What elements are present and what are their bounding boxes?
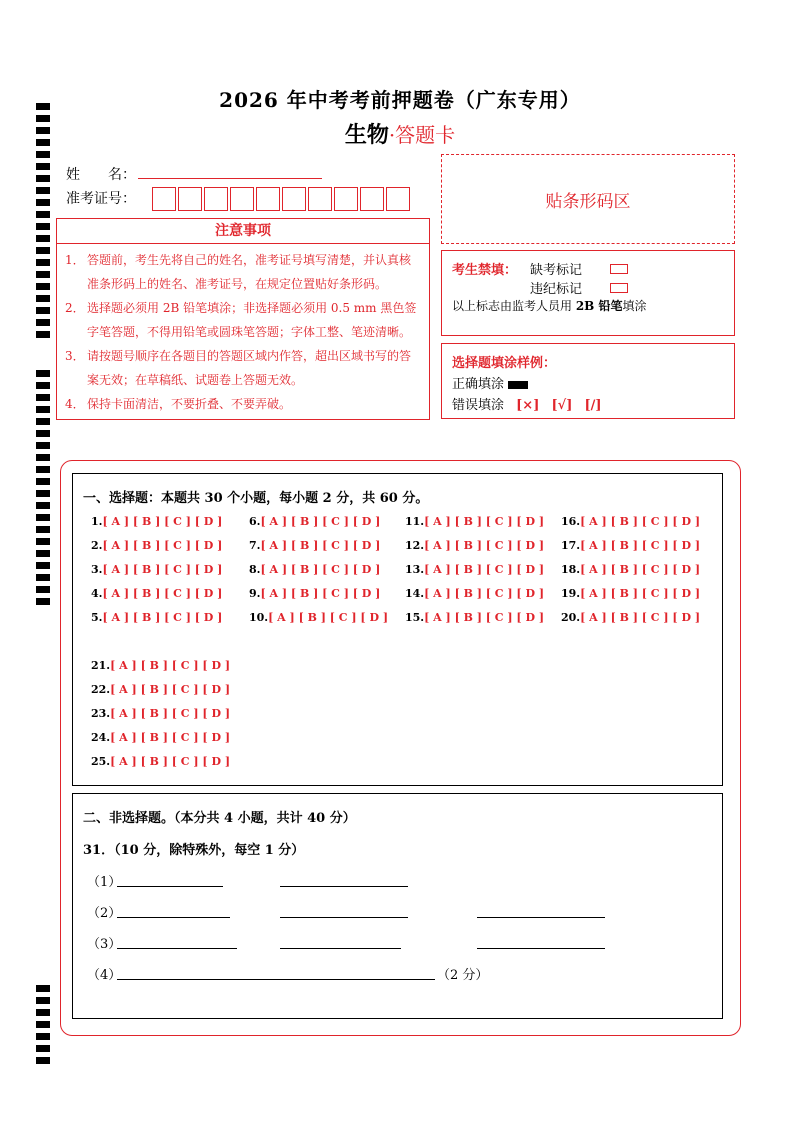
choice-question[interactable] <box>91 611 222 624</box>
timing-mark <box>36 247 50 254</box>
choice-question[interactable] <box>561 539 700 552</box>
notice-item <box>65 392 421 416</box>
correct-example <box>452 373 528 392</box>
notice-list <box>57 244 429 416</box>
forbid-note-suffix: 填涂 <box>622 299 647 313</box>
absent-mark-box <box>610 261 628 276</box>
question-number: 16. <box>561 515 581 528</box>
question-number: 22. <box>91 683 111 696</box>
fill-example-box <box>441 343 735 419</box>
filled-mark <box>508 381 528 389</box>
q31-2-blank-a[interactable] <box>117 916 230 918</box>
choice-question[interactable] <box>91 587 222 600</box>
forbid-note-bold: 2B 铅笔 <box>575 299 623 313</box>
choice-question[interactable] <box>249 587 380 600</box>
q31-3-blank-a[interactable] <box>117 947 237 949</box>
id-digit-box[interactable] <box>282 187 306 211</box>
timing-mark <box>36 283 50 290</box>
choice-question[interactable] <box>91 755 230 768</box>
choice-question[interactable] <box>91 563 222 576</box>
id-digit-box[interactable] <box>386 187 410 211</box>
notice-item-number: 4． <box>65 397 85 411</box>
timing-mark <box>36 307 50 314</box>
notice-box <box>56 218 430 420</box>
option-bubbles[interactable]: [ A ] [ B ] [ C ] [ D ] <box>580 515 701 528</box>
subject-label: 生物 <box>344 122 389 148</box>
option-bubbles[interactable]: [ A ] [ B ] [ C ] [ D ] <box>260 587 381 600</box>
choice-question[interactable] <box>249 611 388 624</box>
choice-question[interactable] <box>249 539 380 552</box>
timing-mark <box>36 1033 50 1040</box>
q31-1-blank-b[interactable] <box>280 885 408 887</box>
timing-mark <box>36 586 50 593</box>
q31-1-blank-a[interactable] <box>117 885 223 887</box>
notice-item <box>65 344 421 392</box>
section1-title: 一、选择题：本题共 30 个小题，每小题 2 分，共 60 分。 <box>83 491 429 506</box>
forbid-note <box>452 297 647 314</box>
question-number: 4. <box>91 587 103 600</box>
timing-mark <box>36 430 50 437</box>
q31-3-blank-b[interactable] <box>280 947 401 949</box>
timing-mark <box>36 223 50 230</box>
q31-row-1-label: （1） <box>87 875 122 890</box>
timing-mark <box>36 235 50 242</box>
choice-question[interactable] <box>91 683 230 696</box>
choice-question[interactable] <box>405 563 544 576</box>
timing-mark <box>36 538 50 545</box>
notice-heading: 注意事项 <box>57 219 429 244</box>
question-number: 7. <box>249 539 261 552</box>
option-bubbles[interactable]: [ A ] [ B ] [ C ] [ D ] <box>580 563 701 576</box>
option-bubbles[interactable]: [ A ] [ B ] [ C ] [ D ] <box>268 611 389 624</box>
q31-heading: 31．（10 分，除特殊外，每空 1 分） <box>83 843 305 858</box>
q31-4-points: （2 分） <box>437 968 489 983</box>
option-bubbles[interactable]: [ A ] [ B ] [ C ] [ D ] <box>110 707 231 720</box>
timing-mark <box>36 175 50 182</box>
timing-mark <box>36 478 50 485</box>
timing-mark <box>36 259 50 266</box>
option-bubbles[interactable]: [ A ] [ B ] [ C ] [ D ] <box>110 683 231 696</box>
q31-row-3-label: （3） <box>87 937 122 952</box>
option-bubbles[interactable]: [ A ] [ B ] [ C ] [ D ] <box>424 515 545 528</box>
timing-mark <box>36 1045 50 1052</box>
choice-question[interactable] <box>405 587 544 600</box>
notice-item <box>65 248 421 296</box>
timing-mark <box>36 550 50 557</box>
wrong-mark-check: [√] <box>551 398 573 413</box>
timing-mark <box>36 466 50 473</box>
notice-item <box>65 296 421 344</box>
timing-mark <box>36 382 50 389</box>
option-bubbles[interactable]: [ A ] [ B ] [ C ] [ D ] <box>110 659 231 672</box>
choice-question[interactable] <box>561 587 700 600</box>
id-digit-box[interactable] <box>334 187 358 211</box>
page-title: 2026 年中考考前押题卷（广东专用） <box>219 88 581 112</box>
notice-item-text: 答题前，考生先将自己的姓名，准考证号填写清楚，并认真核准条形码上的姓名、准考证号，在规定位置贴好条形码。 <box>87 253 412 291</box>
timing-mark <box>36 574 50 581</box>
notice-item-text: 保持卡面清洁，不要折叠、不要弄破。 <box>87 397 292 411</box>
timing-mark <box>36 406 50 413</box>
choice-question[interactable] <box>249 515 380 528</box>
timing-mark <box>36 1009 50 1016</box>
option-bubbles[interactable]: [ A ] [ B ] [ C ] [ D ] <box>580 611 701 624</box>
timing-mark <box>36 598 50 605</box>
question-number: 1. <box>91 515 103 528</box>
choice-question[interactable] <box>405 515 544 528</box>
timing-mark <box>36 418 50 425</box>
id-digit-box[interactable] <box>204 187 228 211</box>
question-number: 20. <box>561 611 581 624</box>
notice-item-text: 请按题号顺序在各题目的答题区域内作答，超出区域书写的答案无效；在草稿纸、试题卷上答题无效。 <box>87 349 412 387</box>
q31-2-blank-b[interactable] <box>280 916 408 918</box>
question-number: 15. <box>405 611 425 624</box>
choice-question[interactable] <box>91 515 222 528</box>
correct-label: 正确填涂 <box>452 377 505 392</box>
notice-item-text: 选择题必须用 2B 铅笔填涂；非选择题必须用 0.5 mm 黑色签字笔答题，不得用铅笔或圆珠笔答题；字体工整、笔迹清晰。 <box>87 301 417 339</box>
wrong-label: 错误填涂 <box>452 398 505 413</box>
option-bubbles[interactable]: [ A ] [ B ] [ C ] [ D ] <box>260 539 381 552</box>
page-subtitle <box>0 118 800 149</box>
answer-card-label: ·答题卡 <box>388 123 456 147</box>
id-label: 准考证号： <box>66 191 136 207</box>
wrong-mark-cross: [×] <box>516 398 540 413</box>
option-bubbles[interactable]: [ A ] [ B ] [ C ] [ D ] <box>580 539 701 552</box>
q31-4-blank[interactable] <box>117 978 435 980</box>
wrong-example <box>452 394 602 413</box>
timing-mark <box>36 514 50 521</box>
section-choice <box>72 473 723 786</box>
option-bubbles[interactable]: [ A ] [ B ] [ C ] [ D ] <box>102 563 223 576</box>
choice-question[interactable] <box>91 707 230 720</box>
question-number: 19. <box>561 587 581 600</box>
example-heading: 选择题填涂样例： <box>452 356 557 371</box>
timing-marks-bottom <box>36 985 50 1069</box>
q31-row-2-label: （2） <box>87 906 122 921</box>
timing-mark <box>36 442 50 449</box>
choice-question[interactable] <box>249 563 380 576</box>
q31-3-blank-c[interactable] <box>477 947 605 949</box>
timing-mark <box>36 199 50 206</box>
id-digit-box[interactable] <box>152 187 176 211</box>
question-number: 8. <box>249 563 261 576</box>
timing-mark <box>36 370 50 377</box>
id-digit-box[interactable] <box>308 187 332 211</box>
timing-mark <box>36 490 50 497</box>
timing-mark <box>36 271 50 278</box>
option-bubbles[interactable]: [ A ] [ B ] [ C ] [ D ] <box>424 539 545 552</box>
choice-question[interactable] <box>91 731 230 744</box>
question-number: 21. <box>91 659 111 672</box>
name-label: 姓 名： <box>66 167 136 183</box>
timing-mark <box>36 187 50 194</box>
notice-item-number: 3． <box>65 349 85 363</box>
timing-mark <box>36 151 50 158</box>
question-number: 11. <box>405 515 425 528</box>
question-number: 3. <box>91 563 103 576</box>
violation-mark-box <box>610 280 628 295</box>
forbid-note-prefix: 以上标志由监考人员用 <box>452 299 576 313</box>
section2-title: 二、非选择题。（本分共 4 小题，共计 40 分） <box>83 811 356 826</box>
question-number: 25. <box>91 755 111 768</box>
timing-mark <box>36 1057 50 1064</box>
timing-mark <box>36 319 50 326</box>
choice-question[interactable] <box>91 659 230 672</box>
option-bubbles[interactable]: [ A ] [ B ] [ C ] [ D ] <box>260 515 381 528</box>
option-bubbles[interactable]: [ A ] [ B ] [ C ] [ D ] <box>424 587 545 600</box>
name-field[interactable] <box>138 178 322 179</box>
section-free-response <box>72 793 723 1019</box>
timing-mark <box>36 997 50 1004</box>
question-number: 2. <box>91 539 103 552</box>
wrong-mark-slash: [/] <box>584 398 602 413</box>
timing-mark <box>36 454 50 461</box>
option-bubbles[interactable]: [ A ] [ B ] [ C ] [ D ] <box>260 563 381 576</box>
timing-mark <box>36 502 50 509</box>
option-bubbles[interactable]: [ A ] [ B ] [ C ] [ D ] <box>110 755 231 768</box>
option-bubbles[interactable]: [ A ] [ B ] [ C ] [ D ] <box>102 539 223 552</box>
question-number: 6. <box>249 515 261 528</box>
timing-mark <box>36 163 50 170</box>
timing-marks-middle <box>36 370 50 610</box>
question-number: 14. <box>405 587 425 600</box>
question-number: 12. <box>405 539 425 552</box>
id-digit-box[interactable] <box>178 187 202 211</box>
timing-mark <box>36 562 50 569</box>
question-number: 24. <box>91 731 111 744</box>
notice-item-number: 2． <box>65 301 85 315</box>
option-bubbles[interactable]: [ A ] [ B ] [ C ] [ D ] <box>102 587 223 600</box>
question-number: 9. <box>249 587 261 600</box>
examiner-only-box <box>441 250 735 336</box>
option-bubbles[interactable]: [ A ] [ B ] [ C ] [ D ] <box>110 731 231 744</box>
barcode-area <box>441 154 735 244</box>
id-number-boxes[interactable] <box>152 187 412 211</box>
absent-label: 缺考标记 <box>530 263 583 278</box>
id-digit-box[interactable] <box>230 187 254 211</box>
choice-question[interactable] <box>561 563 700 576</box>
choice-question[interactable] <box>91 539 222 552</box>
question-number: 13. <box>405 563 425 576</box>
timing-mark <box>36 331 50 338</box>
choice-question[interactable] <box>405 539 544 552</box>
timing-mark <box>36 1021 50 1028</box>
timing-mark <box>36 211 50 218</box>
choice-question[interactable] <box>561 515 700 528</box>
violation-label: 违纪标记 <box>530 282 583 297</box>
option-bubbles[interactable]: [ A ] [ B ] [ C ] [ D ] <box>102 611 223 624</box>
forbid-label: 考生禁填： <box>452 263 518 278</box>
question-number: 23. <box>91 707 111 720</box>
timing-mark <box>36 985 50 992</box>
q31-row-4-label: （4） <box>87 968 122 983</box>
option-bubbles[interactable]: [ A ] [ B ] [ C ] [ D ] <box>424 611 545 624</box>
timing-mark <box>36 526 50 533</box>
timing-mark <box>36 295 50 302</box>
question-number: 10. <box>249 611 269 624</box>
timing-mark <box>36 394 50 401</box>
barcode-label: 贴条形码区 <box>545 191 631 212</box>
question-number: 17. <box>561 539 581 552</box>
choice-question[interactable] <box>405 611 544 624</box>
id-digit-box[interactable] <box>256 187 280 211</box>
q31-2-blank-c[interactable] <box>477 916 605 918</box>
id-digit-box[interactable] <box>360 187 384 211</box>
option-bubbles[interactable]: [ A ] [ B ] [ C ] [ D ] <box>424 563 545 576</box>
option-bubbles[interactable]: [ A ] [ B ] [ C ] [ D ] <box>580 587 701 600</box>
choice-question[interactable] <box>561 611 700 624</box>
question-number: 18. <box>561 563 581 576</box>
question-number: 5. <box>91 611 103 624</box>
option-bubbles[interactable]: [ A ] [ B ] [ C ] [ D ] <box>102 515 223 528</box>
notice-item-number: 1． <box>65 253 85 267</box>
